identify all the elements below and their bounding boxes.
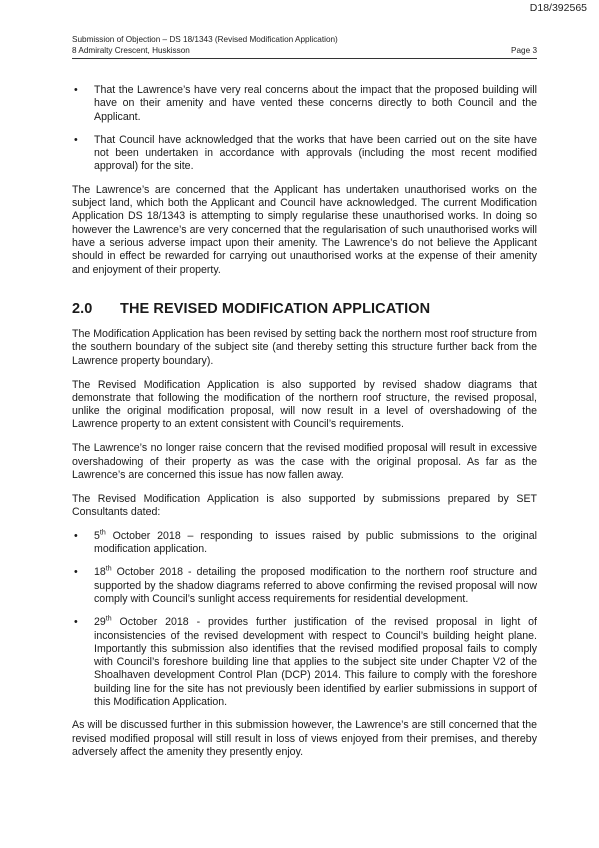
bullet-icon: • (74, 529, 78, 542)
bullet-icon: • (74, 566, 78, 579)
page-body (72, 84, 537, 770)
date-suffix: th (105, 615, 112, 623)
header-address: 8 Admiralty Crescent, Huskisson (72, 46, 190, 55)
list-item (72, 566, 537, 606)
bullet-icon: • (74, 616, 78, 629)
list-item-text: That the Lawrence’s have very real concerns about the impact that the proposed building will have on their amenity and have vented these concerns directly to both Council and the Applicant. (94, 84, 537, 123)
paragraph: As will be discussed further in this submission however, the Lawrence’s are still concerned that the revised modified proposal will still result in loss of views enjoyed from their premises, and thereby adversely affect the amenity they presently enjoy. (72, 719, 537, 758)
date-day: 29 (94, 616, 106, 629)
section-number: 2.0 (72, 300, 93, 317)
document-reference: D18/392565 (529, 2, 587, 14)
bullet-icon: • (74, 84, 78, 96)
header-title: Submission of Objection – DS 18/1343 (Revised Modification Application) (72, 35, 338, 44)
date-suffix: th (105, 565, 112, 573)
bullet-icon: • (74, 133, 78, 146)
list-item-text: October 2018 – responding to issues raised by public submissions to the original modification application. (94, 529, 537, 556)
list-item (72, 134, 537, 174)
submissions-list (72, 530, 537, 710)
paragraph: The Modification Application has been revised by setting back the northern most roof structure from the southern boundary of the subject site (and thereby setting this structure further back from the Lawrence property boundary). (72, 328, 537, 367)
paragraph: The Revised Modification Application is also supported by revised shadow diagrams that demonstrate that following the modification of the northern roof structure, the revised proposal, unlike the original modification proposal, will now result in a level of overshadowing of the Lawrence property to an extent consistent with Council’s requirements. (72, 378, 537, 431)
list-item-text: That Council have acknowledged that the works that have been carried out on the site have not been undertaken in accordance with approvals (including the most recent modified approval) for the site. (94, 133, 537, 173)
paragraph: The Revised Modification Application is also supported by submissions prepared by SET Consultants dated: (72, 492, 537, 518)
paragraph: The Lawrence’s are concerned that the Applicant has undertaken unauthorised works on the subject land, which both the Applicant and Council have acknowledged. The current Modification Application DS 18/1343 is attempting to simply regularise these unauthorised works. In doing so however the Lawrence’s are very concerned that the regularisation of such unauthorised works will have a serious adverse impact upon their amenity. The Lawrence’s do not believe the Applicant should in effect be rewarded for carrying out unauthorised works at the expense of their amenity and enjoyment of their property. (72, 183, 537, 276)
paragraph: The Lawrence’s no longer raise concern that the revised modified proposal will result in excessive overshadowing of their property as was the case with the original proposal. As far as the Lawrence’s are concerned this issue has now fallen away. (72, 442, 537, 481)
page-header (72, 34, 537, 59)
section-heading (72, 300, 537, 317)
date-day: 5 (94, 529, 100, 542)
list-item-text: October 2018 - provides further justification of the revised proposal in light of inconsistencies of the revised development with respect to Council’s building height plane. Importantly this submission also identifies that the revised modified proposal fails to comply with Council’s foreshore building line that applies to the subject site under Chapter V2 of the Shoalhaven development Control Plan (DCP) 2014. This failure to comply with the foreshore building line for the site has not previously been identified by earlier submissions in support of this Modification Application. (94, 616, 537, 708)
list-item (72, 616, 537, 709)
section-title: THE REVISED MODIFICATION APPLICATION (120, 300, 431, 317)
date-suffix: th (99, 529, 106, 537)
page-number: Page 3 (511, 46, 537, 55)
date-day: 18 (94, 566, 106, 579)
list-item (72, 530, 537, 557)
concerns-list (72, 84, 537, 174)
list-item (72, 84, 537, 124)
list-item-text: October 2018 - detailing the proposed modification to the northern roof structure and supported by the shadow diagrams referred to above confirming the revised proposal will now comply with Council’s sunlight access requirements for residential development. (94, 566, 537, 605)
